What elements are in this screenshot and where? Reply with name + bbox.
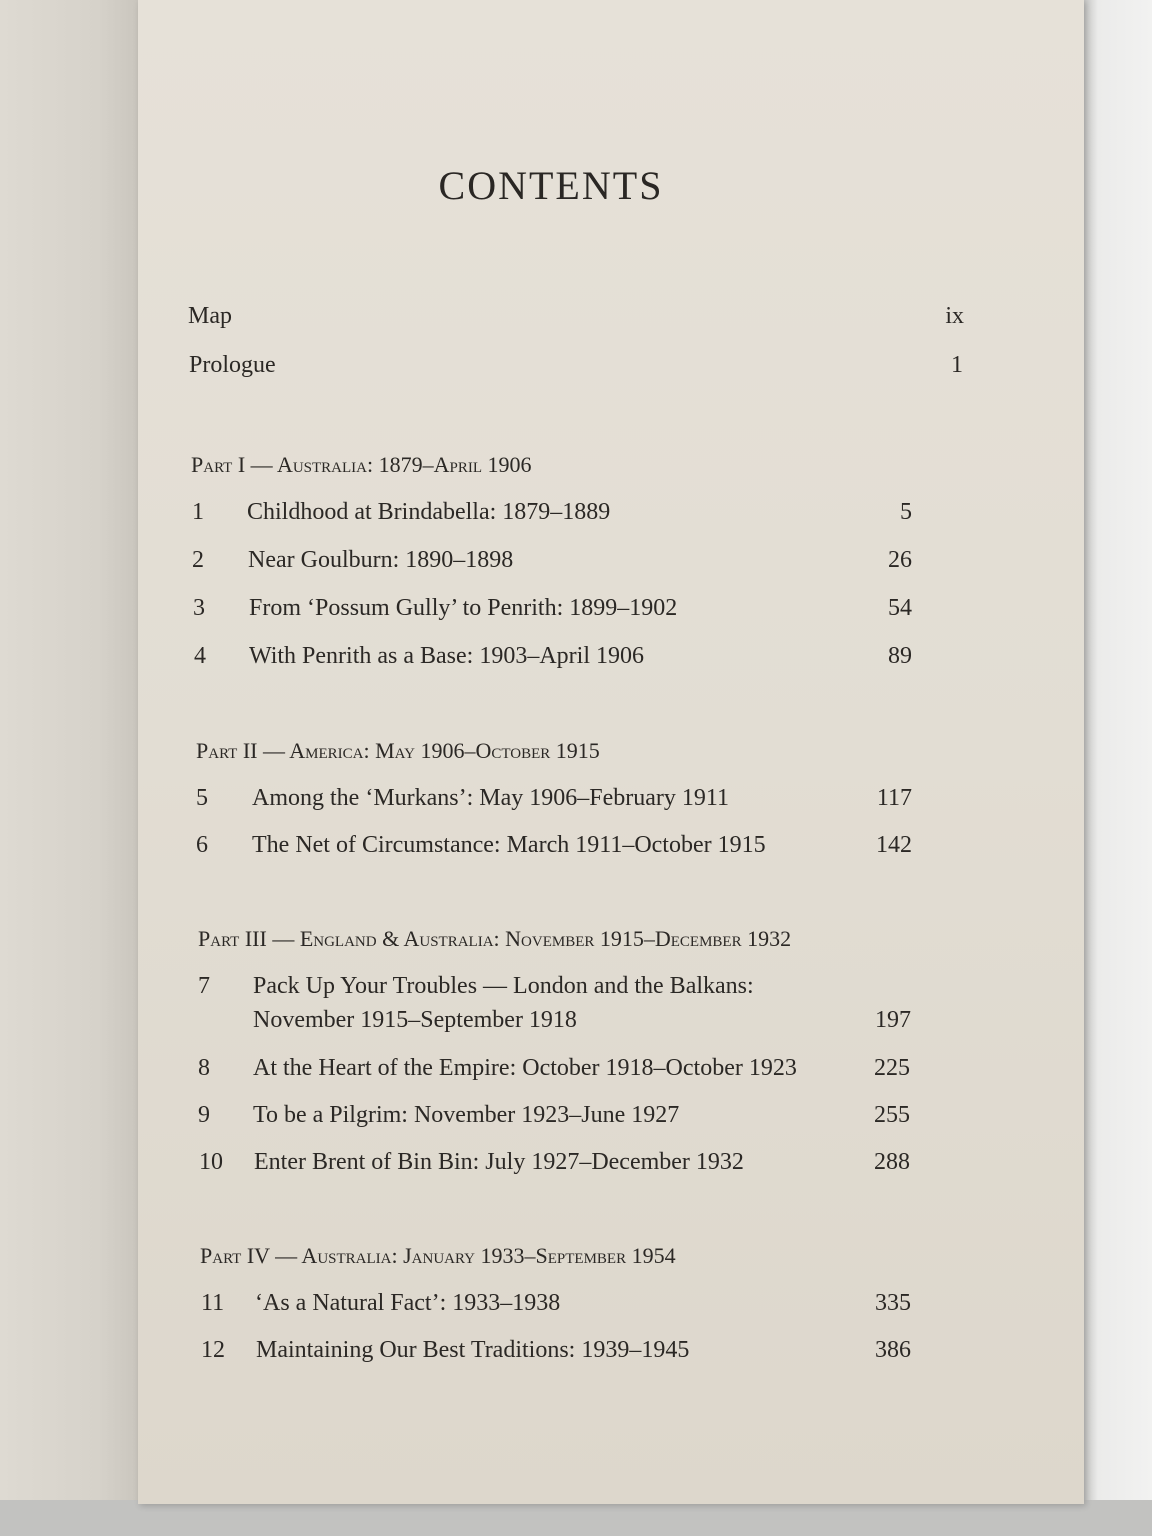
chapter-number: 6 <box>196 832 208 858</box>
table-surface <box>0 1500 1152 1536</box>
chapter-title: Maintaining Our Best Traditions: 1939–1945 <box>256 1337 690 1363</box>
part-heading: Part I — Australia: 1879–April 1906 <box>191 452 532 477</box>
chapter-title: With Penrith as a Base: 1903–April 1906 <box>249 643 644 669</box>
part-heading: Part III — England & Australia: November 1915–December 1932 <box>198 926 792 951</box>
page-title: CONTENTS <box>438 163 664 208</box>
chapter-number: 11 <box>201 1290 225 1316</box>
entry-page: ix <box>945 303 964 329</box>
chapter-title: To be a Pilgrim: November 1923–June 1927 <box>253 1102 680 1128</box>
chapter-number: 1 <box>192 499 204 525</box>
chapter-number: 2 <box>192 547 204 573</box>
chapter-number: 9 <box>198 1102 210 1128</box>
chapter-page: 225 <box>874 1055 910 1081</box>
background-surface <box>1080 0 1152 1536</box>
chapter-title: Among the ‘Murkans’: May 1906–February 1911 <box>252 785 730 811</box>
chapter-page: 54 <box>888 595 912 621</box>
chapter-title-line2: November 1915–September 1918 <box>253 1007 577 1033</box>
chapter-number: 7 <box>198 973 210 999</box>
chapter-number: 3 <box>193 595 205 621</box>
chapter-page: 89 <box>888 643 912 669</box>
chapter-page: 26 <box>888 547 912 573</box>
chapter-title: The Net of Circumstance: March 1911–October 1915 <box>252 832 766 858</box>
chapter-number: 5 <box>196 785 208 811</box>
part-heading: Part II — America: May 1906–October 1915 <box>196 738 600 763</box>
chapter-number: 12 <box>201 1337 225 1363</box>
contents-page <box>138 0 1084 1504</box>
chapter-title: Enter Brent of Bin Bin: July 1927–December 1932 <box>254 1149 744 1175</box>
chapter-number: 10 <box>199 1149 223 1175</box>
chapter-page: 255 <box>874 1102 910 1128</box>
entry-title: Map <box>188 303 232 329</box>
entry-title: Prologue <box>189 352 276 378</box>
chapter-page: 335 <box>875 1290 911 1316</box>
entry-page: 1 <box>951 352 963 378</box>
chapter-page: 117 <box>876 785 912 811</box>
chapter-title: Near Goulburn: 1890–1898 <box>248 547 514 573</box>
chapter-title: From ‘Possum Gully’ to Penrith: 1899–1902 <box>249 595 678 621</box>
chapter-number: 8 <box>198 1055 210 1081</box>
chapter-page: 386 <box>875 1337 911 1363</box>
part-heading: Part IV — Australia: January 1933–September 1954 <box>200 1243 676 1268</box>
chapter-page: 288 <box>874 1149 910 1175</box>
chapter-title: ‘As a Natural Fact’: 1933–1938 <box>255 1290 561 1316</box>
facing-page-edge <box>0 0 140 1536</box>
chapter-page: 5 <box>900 499 912 525</box>
chapter-title: Pack Up Your Troubles — London and the Balkans: <box>253 973 754 999</box>
chapter-number: 4 <box>194 643 206 669</box>
chapter-title: Childhood at Brindabella: 1879–1889 <box>247 499 611 525</box>
chapter-title: At the Heart of the Empire: October 1918–October 1923 <box>253 1055 797 1081</box>
chapter-page: 142 <box>876 832 912 858</box>
chapter-page: 197 <box>875 1007 911 1033</box>
